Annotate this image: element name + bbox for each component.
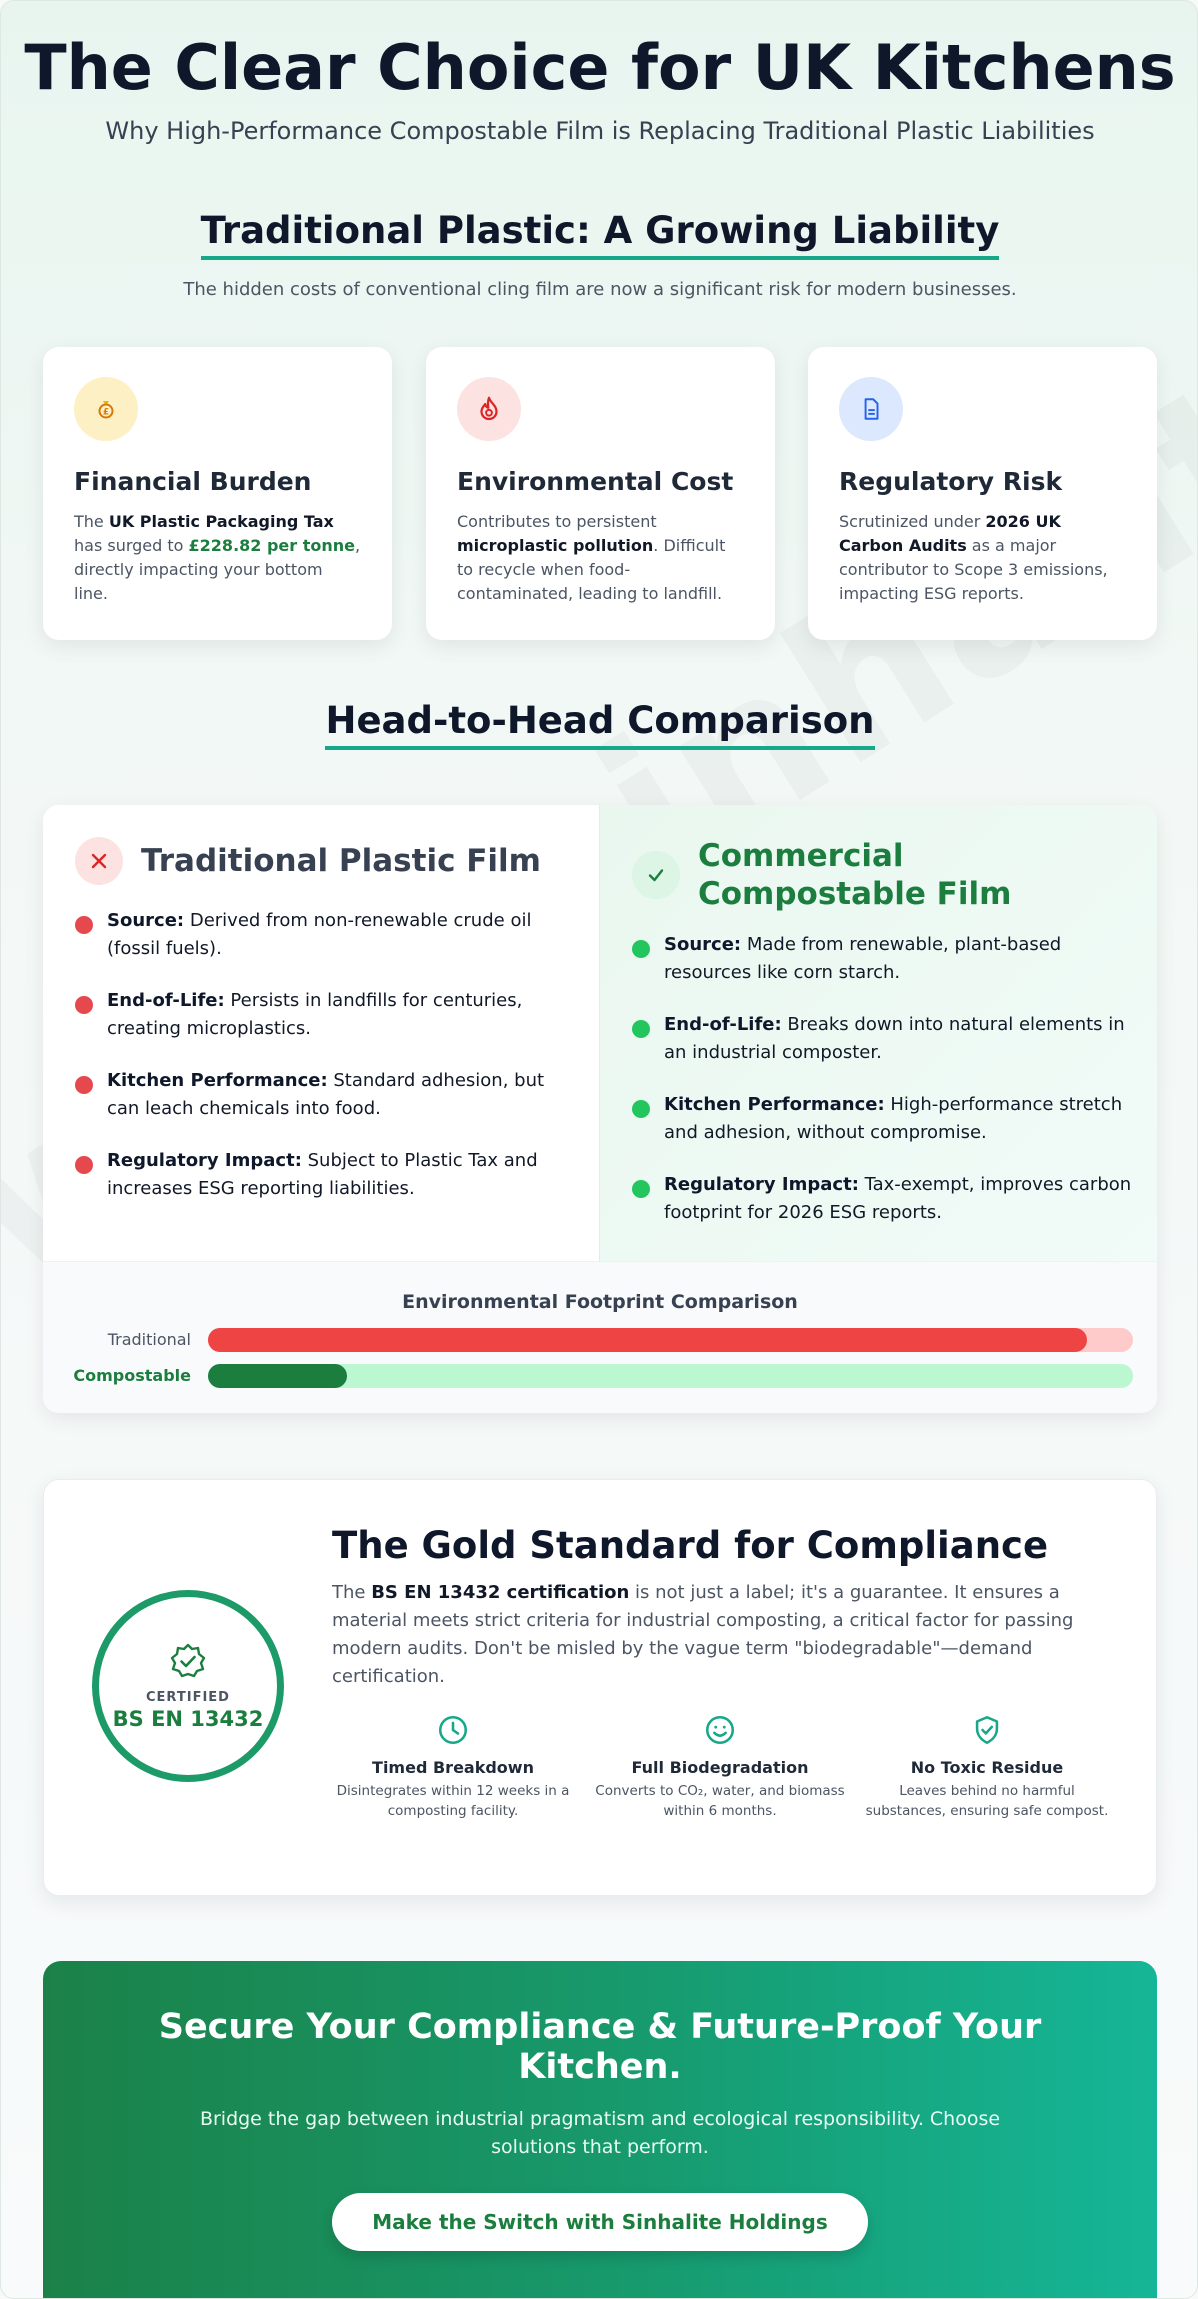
feature-full-biodegradation <box>595 1712 845 1821</box>
comparison-panel <box>43 805 1157 1413</box>
traditional-title: Traditional Plastic Film <box>141 843 541 879</box>
liability-subtitle: The hidden costs of conventional cling film are now a significant risk for modern businesses. <box>183 279 1017 300</box>
list-item: Regulatory Impact: Tax-exempt, improves carbon footprint for 2026 ESG reports. <box>632 1171 1132 1227</box>
feature-no-toxic-residue <box>862 1712 1112 1821</box>
list-item: Kitchen Performance: High-performance stretch and adhesion, without compromise. <box>632 1091 1132 1147</box>
card-text: The UK Plastic Packaging Tax has surged to £228.82 per tonne, directly impacting your bottom line. <box>74 512 361 603</box>
feature-text: Leaves behind no harmful substances, ensuring safe compost. <box>865 1783 1109 1819</box>
feature-title: No Toxic Residue <box>910 1758 1064 1777</box>
page-title: The Clear Choice for UK Kitchens <box>24 31 1176 104</box>
bar-label-traditional: Traditional <box>107 1330 191 1349</box>
seal-label: CERTIFIED <box>146 1689 230 1705</box>
close-icon <box>75 837 123 885</box>
feature-timed-breakdown <box>328 1712 578 1821</box>
compostable-title: Commercial Compostable Film <box>698 838 1012 912</box>
document-icon <box>839 377 903 441</box>
check-icon <box>632 851 680 899</box>
clock-icon <box>328 1712 578 1748</box>
bar-fill-compostable <box>208 1364 347 1388</box>
list-item: Regulatory Impact: Subject to Plastic Tax and increases ESG reporting liabilities. <box>75 1147 575 1203</box>
card-regulatory-risk <box>808 347 1157 640</box>
compostable-column <box>599 805 1157 1261</box>
page-subtitle: Why High-Performance Compostable Film is Replacing Traditional Plastic Liabilities <box>105 117 1095 145</box>
card-environmental-cost <box>426 347 775 640</box>
comparison-heading <box>1 699 1198 750</box>
liability-heading <box>1 209 1198 260</box>
list-item: Kitchen Performance: Standard adhesion, but can leach chemicals into food. <box>75 1067 575 1123</box>
make-the-switch-button[interactable]: Make the Switch with Sinhalite Holdings <box>332 2193 868 2251</box>
compliance-panel <box>43 1479 1157 1896</box>
cta-banner <box>43 1961 1157 2299</box>
badge-check-icon <box>168 1642 208 1682</box>
liability-title: Traditional Plastic: A Growing Liability <box>201 209 1000 260</box>
card-title: Financial Burden <box>74 467 312 496</box>
feature-text: Disintegrates within 12 weeks in a composting facility. <box>336 1783 570 1819</box>
card-title: Regulatory Risk <box>839 467 1063 496</box>
card-title: Environmental Cost <box>457 467 734 496</box>
feature-text: Converts to CO₂, water, and biomass within 6 months. <box>595 1783 845 1819</box>
bar-fill-traditional <box>208 1328 1087 1352</box>
list-item: Source: Made from renewable, plant-based resources like corn starch. <box>632 931 1132 987</box>
svg-text:£: £ <box>102 407 110 418</box>
compliance-title: The Gold Standard for Compliance <box>332 1524 1049 1567</box>
footprint-comparison <box>43 1261 1157 1413</box>
traditional-list <box>75 907 575 1227</box>
list-item: End-of-Life: Breaks down into natural elements in an industrial composter. <box>632 1011 1132 1067</box>
feature-title: Full Biodegradation <box>631 1758 809 1777</box>
traditional-column <box>43 805 599 1261</box>
certification-seal <box>92 1590 284 1782</box>
comparison-title: Head-to-Head Comparison <box>325 699 874 750</box>
card-text: Contributes to persistent microplastic pollution. Difficult to recycle when food-contaminated, leading to landfill. <box>457 512 726 603</box>
compliance-text: The BS EN 13432 certification is not just a label; it's a guarantee. It ensures a material meets strict criteria for industrial composting, a critical factor for passing modern audits. Don't be misled by the vague term "biodegradable"—demand certification. <box>332 1582 1074 1687</box>
flame-icon <box>457 377 521 441</box>
bar-label-compostable: Compostable <box>73 1366 191 1385</box>
compostable-header <box>632 837 1018 913</box>
card-text: Scrutinized under 2026 UK Carbon Audits as a major contributor to Scope 3 emissions, impacting ESG reports. <box>839 512 1108 603</box>
card-financial-burden <box>43 347 392 640</box>
bar-track-traditional <box>208 1328 1133 1352</box>
feature-title: Timed Breakdown <box>372 1758 534 1777</box>
shield-check-icon <box>862 1712 1112 1748</box>
cta-title: Secure Your Compliance & Future-Proof Your Kitchen. <box>158 2007 1042 2087</box>
list-item: Source: Derived from non-renewable crude oil (fossil fuels). <box>75 907 575 963</box>
traditional-header <box>75 837 541 885</box>
footprint-title: Environmental Footprint Comparison <box>402 1291 798 1313</box>
money-bag-icon <box>74 377 138 441</box>
compostable-list <box>632 931 1132 1251</box>
list-item: End-of-Life: Persists in landfills for centuries, creating microplastics. <box>75 987 575 1043</box>
cta-text: Bridge the gap between industrial pragmatism and ecological responsibility. Choose solutions that perform. <box>199 2108 1001 2158</box>
seal-code: BS EN 13432 <box>112 1706 264 1731</box>
smile-icon <box>595 1712 845 1748</box>
bar-track-compostable <box>208 1364 1133 1388</box>
